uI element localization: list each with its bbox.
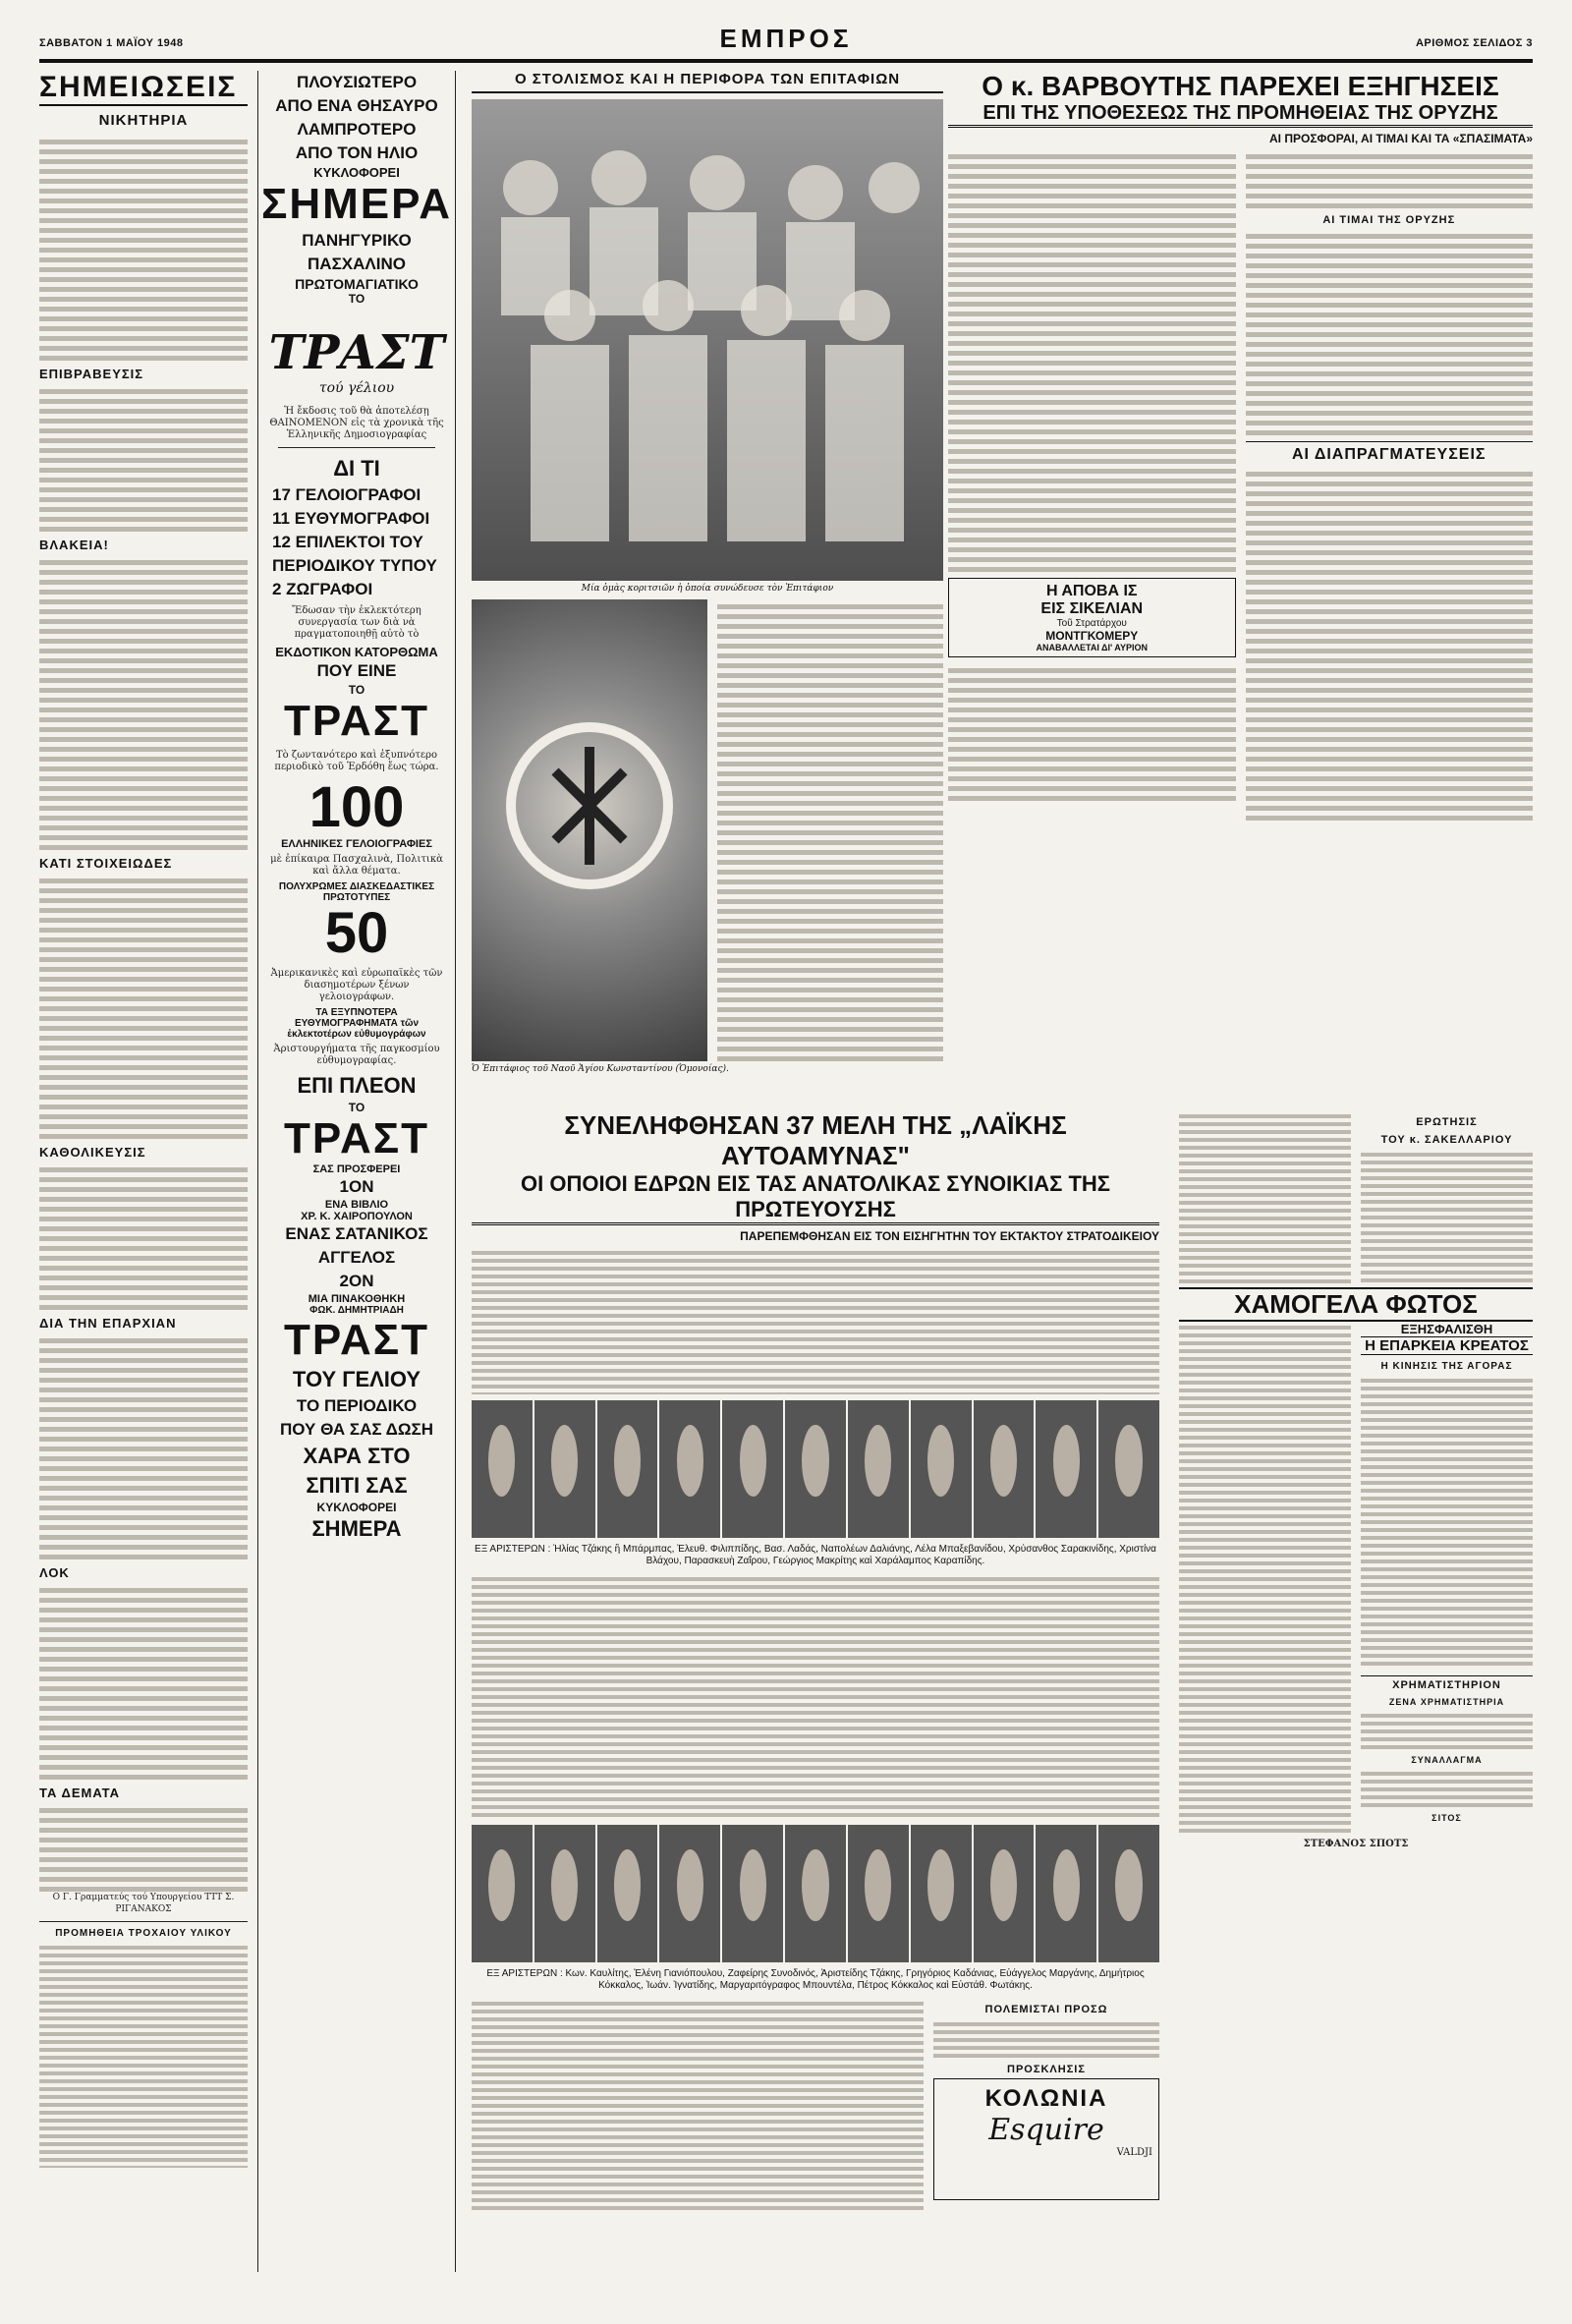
epitaphios-photo-feature: [472, 71, 943, 1112]
newspaper-page: [39, 20, 1533, 2270]
section-heading: ΠΟΛΕΜΙΣΤΑΙ ΠΡΟΣΩ: [984, 2004, 1108, 2015]
ad-line: ΣΗΜΕΡΑ: [260, 180, 453, 228]
ad-line: ΣΗΜΕΡΑ: [311, 1516, 402, 1541]
body-text: [472, 1998, 924, 2214]
ad-line: ΠΑΣΧΑΛΙΝΟ: [308, 255, 406, 273]
body-text: [472, 1573, 1159, 1819]
photo-caption: Ὁ Ἐπιτάφιος τοῦ Ναοῦ Ἁγίου Κωνσταντίνου (Ὁμονοίας).: [472, 1064, 729, 1074]
section-heading: ΧΡΗΜΑΤΙΣΤΗΡΙΟΝ: [1361, 1675, 1533, 1691]
section-heading: ΤΑ ΔΕΜΑΤΑ: [39, 1786, 121, 1800]
body-text: [1179, 1110, 1351, 1287]
headline: Η ΕΠΑΡΚΕΙΑ ΚΡΕΑΤΟΣ: [1361, 1337, 1533, 1355]
section-heading: ΚΑΤΙ ΣΤΟΙΧΕΙΩΔΕΣ: [39, 856, 173, 871]
ad-line: ΠΟΥ ΘΑ ΣΑΣ ΔΩΣΗ: [280, 1420, 433, 1439]
ad-line: ΤΟ ΠΕΡΙΟΔΙΚΟ: [296, 1396, 418, 1415]
section-heading: ΕΡΩΤΗΣΙΣ: [1416, 1116, 1478, 1128]
section-heading: ΑΙ ΔΙΑΠΡΑΓΜΑΤΕΥΣΕΙΣ: [1246, 441, 1534, 464]
section-heading: ΔΙΑ ΤΗΝ ΕΠΑΡΧΙΑΝ: [39, 1316, 177, 1331]
section-heading: ΖΕΝΑ ΧΡΗΜΑΤΙΣΤΗΡΙΑ: [1388, 1697, 1505, 1707]
ad-line: ΕΝΑΣ ΣΑΤΑΝΙΚΟΣ ΑΓΓΕΛΟΣ: [285, 1224, 428, 1267]
ad-line: ΠΛΟΥΣΙΩΤΕΡΟ: [296, 73, 418, 91]
ad-number: 50: [324, 901, 389, 965]
notes-title: ΣΗΜΕΙΩΣΕΙΣ: [39, 71, 248, 106]
section-heading: ΤΟΥ κ. ΣΑΚΕΛΛΑΡΙΟΥ: [1380, 1134, 1513, 1146]
ad-line: ΔΙ ΤΙ: [333, 456, 380, 481]
photo-caption: ΕΞ ΑΡΙΣΤΕΡΩΝ : Ἡλίας Τζάκης ἢ Μπάρμπας, Ἐλευθ. Φιλιππίδης, Βασ. Λαδάς, Ναπολέων Δαλιάνης, Λέλα Μπαξεβανίδου, Χρύσανθος Σαρακινίδης, Χριστίνα Βλάχου, Παρασκευὴ Ζαΐρου, Γεώργιος Μακρίτης καὶ Χαράλαμπος Καραπίδης.: [475, 1544, 1156, 1566]
arrested-photos-row-2: [472, 1825, 1159, 1962]
signature: Ο Γ. Γραμματεύς τού Υπουργείου ΤΤΤ Σ. ΡΙΓΑΝΑΚΟΣ: [52, 1893, 235, 1914]
body-text: [472, 1247, 1159, 1394]
ad-line: ΠΟΥ ΕΙΝΕ: [316, 661, 397, 680]
ad-line: ΕΚΔΟΤΙΚΟΝ ΚΑΤΟΡΘΩΜΑ: [275, 645, 438, 659]
ad-line: ΤΡΑΣΤ: [283, 1114, 429, 1162]
ad-line: 17 ΓΕΛΟΙΟΓΡΑΦΟΙ: [272, 485, 421, 504]
section-heading: Η ΚΙΝΗΣΙΣ ΤΗΣ ΑΓΟΡΑΣ: [1380, 1361, 1513, 1372]
ad-line: ΠΡΩΤΟΜΑΓΙΑΤΙΚΟ: [295, 276, 419, 292]
body-text: [1179, 1322, 1351, 1833]
section-heading: ΑΙ ΤΙΜΑΙ ΤΗΣ ΟΡΥΖΗΣ: [1322, 214, 1456, 226]
ad-line: ΠΟΛΥΧΡΩΜΕΣ ΔΙΑΣΚΕΔΑΣΤΙΚΕΣ ΠΡΩΤΟΤΥΠΕΣ: [278, 881, 435, 903]
feature-title: Ο ΣΤΟΛΙΣΜΟΣ ΚΑΙ Η ΠΕΡΙΦΟΡΑ ΤΩΝ ΕΠΙΤΑΦΙΩΝ: [472, 71, 943, 93]
ad-line: ΤΟ: [348, 292, 365, 306]
ad-line: ΕΝΑ ΒΙΒΛΙΟ: [324, 1199, 389, 1211]
body-text: [1246, 149, 1534, 208]
body-text: [1361, 1149, 1533, 1286]
montgomery-notice-box: Η ΑΠΟΒΑ ΙΣ ΕΙΣ ΣΙΚΕΛΙΑΝ Τοῦ Στρατάρχου ΜΟΝΤΓΚΟΜΕΡΥ ΑΝΑΒΑΛΛΕΤΑΙ ΔΙ' ΑΥΡΙΟΝ: [948, 578, 1236, 657]
trast-logo: [268, 312, 445, 400]
subheadline: ΠΑΡΕΠΕΜΦΘΗΣΑΝ ΕΙΣ ΤΟΝ ΕΙΣΗΓΗΤΗΝ ΤΟΥ ΕΚΤΑΚΤΟΥ ΣΤΡΑΤΟΔΙΚΕΙΟΥ: [740, 1229, 1159, 1243]
body-text: [933, 2018, 1159, 2058]
ad-line: 2 ΖΩΓΡΑΦΟΙ: [272, 580, 373, 598]
ad-text: Τὸ ζωντανότερο καὶ ἐξυπνότερο περιοδικὸ τοῦ Ἐρδόθη ἔως τώρα.: [274, 750, 439, 772]
ad-line: ΠΑΝΗΓΥΡΙΚΟ: [302, 231, 412, 250]
body-text: [39, 874, 248, 1139]
girls-group-photo: [472, 99, 943, 581]
headline: ΧΑΜΟΓΕΛΑ ΦΩΤΟΣ: [1179, 1287, 1533, 1322]
ad-line: ΣΑΣ ΠΡΟΣΦΕΡΕΙ: [312, 1163, 401, 1175]
body-text: [1361, 1375, 1533, 1670]
body-text: [1246, 229, 1534, 435]
headline: ΕΠΙ ΤΗΣ ΥΠΟΘΕΣΕΩΣ ΤΗΣ ΠΡΟΜΗΘΕΙΑΣ ΤΗΣ ΟΡΥΖΗΣ: [948, 102, 1533, 128]
ad-line: ΜΙΑ ΠΙΝΑΚΟΘΗΚΗ: [308, 1293, 406, 1305]
epitaphios-photo: [472, 599, 707, 1061]
body-text: [39, 384, 248, 532]
trast-logo-text: ΤΡΑΣΤ: [268, 325, 445, 380]
ad-text: μὲ ἐπίκαιρα Πασχαλινὰ, Πολιτικὰ καὶ ἄλλα θέματα.: [270, 854, 443, 877]
body-text: [39, 1942, 248, 2168]
ad-line: ΤΡΑΣΤ: [283, 1316, 429, 1364]
body-text: [39, 1333, 248, 1559]
ad-text: Ἔδωσαν τὴν ἐκλεκτότερη συνεργασία των διὰ νὰ πραγματοποιηθῇ αὐτὸ τὸ: [292, 605, 421, 640]
ad-line: 11 ΕΥΘΥΜΟΓΡΑΦΟΙ: [272, 509, 430, 528]
trast-advertisement: [257, 71, 456, 2272]
ad-line: ΛΑΜΠΡΟΤΕΡΟ: [297, 120, 417, 139]
ad-line: ΧΡ. Κ. ΧΑΙΡΟΠΟΥΛΟΝ: [301, 1211, 413, 1222]
masthead-date: ΣΑΒΒΑΤΟΝ 1 ΜΑΪΟΥ 1948: [39, 37, 184, 49]
body-text: [1361, 1710, 1533, 1749]
notes-kicker: ΝΙΚΗΤΗΡΙΑ: [98, 112, 189, 129]
ad-line: ΑΠΟ ΤΟΝ ΗΛΙΟ: [295, 143, 419, 162]
arrests-story: [472, 1110, 1533, 2270]
ad-line: ΤΑ ΕΞΥΠΝΟΤΕΡΑ ΕΥΘΥΜΟΓΡΑΦΗΜΑΤΑ τῶν ἐκλεκτοτέρων εὐθυμογράφων: [287, 1007, 426, 1040]
section-heading: ΛΟΚ: [39, 1565, 70, 1580]
body-text: [948, 149, 1236, 572]
ad-line: ΦΩΚ. ΔΗΜΗΤΡΙΑΔΗ: [309, 1305, 404, 1316]
section-heading: ΠΡΟΜΗΘΕΙΑ ΤΡΟΧΑΙΟΥ ΥΛΙΚΟΥ: [55, 1928, 232, 1939]
ad-line: ΤΟ: [348, 1101, 365, 1114]
cologne-advertisement: ΚΟΛΩΝΙΑ Esquire VALDJI: [933, 2078, 1159, 2200]
masthead-page-number: ΑΡΙΘΜΟΣ ΣΕΛΙΔΟΣ 3: [1415, 37, 1533, 49]
subheadline: ΑΙ ΠΡΟΣΦΟΡΑΙ, ΑΙ ΤΙΜΑΙ ΚΑΙ ΤΑ «ΣΠΑΣΙΜΑΤΑ»: [1268, 132, 1533, 145]
body-text: [1246, 467, 1534, 821]
body-text: [39, 1803, 248, 1892]
ad-line: ΑΠΟ ΕΝΑ ΘΗΣΑΥΡΟ: [275, 96, 438, 115]
section-heading: ΚΑΘΟΛΙΚΕΥΣΙΣ: [39, 1145, 146, 1160]
body-text: [1361, 1768, 1533, 1807]
ad-line: ΧΑΡΑ ΣΤΟ: [303, 1444, 411, 1468]
ad-line: 2ΟΝ: [339, 1272, 374, 1290]
section-heading: ΣΥΝΑΛΛΑΓΜΑ: [1411, 1755, 1483, 1765]
ad-line: 1ΟΝ: [339, 1177, 374, 1196]
headline: ΟΙ ΟΠΟΙΟΙ ΕΔΡΩΝ ΕΙΣ ΤΑΣ ΑΝΑΤΟΛΙΚΑΣ ΣΥΝΟΙΚΙΑΣ ΤΗΣ ΠΡΩΤΕΥΟΥΣΗΣ: [472, 1171, 1159, 1225]
body-text: [717, 599, 943, 1061]
section-heading: ΣΙΤΟΣ: [1432, 1813, 1462, 1823]
masthead: [39, 20, 1533, 63]
trast-logo-sub: τού γέλιου: [318, 380, 395, 396]
body-text: [39, 1583, 248, 1780]
body-text: [948, 663, 1236, 801]
ad-text: Ἡ ἔκδοσις τοῦ θὰ ἀποτελέσῃ ΘΑΙΝΟΜΕΝΟΝ εἰς τὰ χρονικὰ τῆς Ἑλληνικῆς Δημοσιογραφίας: [269, 406, 444, 440]
body-text: [39, 555, 248, 850]
photo-caption: ΕΞ ΑΡΙΣΤΕΡΩΝ : Κων. Καυλίτης, Ἑλένη Γιανιόπουλου, Ζαφείρης Συνοδινός, Ἀριστείδης Τζάκης, Γρηγόριος Καδάνιας, Εὐάγγελος Μαργάνης, Δημήτριος Κόκκαλος, Ἰωάν. Ἰγνατίδης, Μαργαριτόγραφος Μπουντέλα, Πέτρος Κόκκαλος καὶ Εὐστάθ. Φωτάκης.: [486, 1968, 1145, 1991]
notes-column: [39, 71, 248, 2272]
ad-line: ΤΟΥ ΓΕΛΙΟΥ: [292, 1367, 421, 1391]
section-heading: ΕΠΙΒΡΑΒΕΥΣΙΣ: [39, 367, 144, 381]
ad-line: ΕΛΛΗΝΙΚΕΣ ΓΕΛΟΙΟΓΡΑΦΙΕΣ: [281, 838, 432, 850]
body-text: [39, 135, 248, 361]
ad-line: ΠΕΡΙΟΔΙΚΟΥ ΤΥΠΟΥ: [272, 556, 437, 575]
ad-line: 12 ΕΠΙΛΕΚΤΟΙ ΤΟΥ: [272, 533, 423, 551]
ad-line: ΚΥΚΛΟΦΟΡΕΙ: [316, 1501, 397, 1514]
section-heading: ΠΡΟΣΚΛΗΣΙΣ: [1007, 2064, 1086, 2075]
ad-number: 100: [309, 775, 405, 839]
headline: Ο κ. ΒΑΡΒΟΥΤΗΣ ΠΑΡΕΧΕΙ ΕΞΗΓΗΣΕΙΣ: [982, 71, 1499, 101]
body-text: [39, 1162, 248, 1310]
photo-caption: Μία ὁμὰς κοριτσιῶν ἡ ὁποία συνώδευσε τὸν Ἐπιτάφιον: [581, 584, 834, 594]
ad-text: Ἀμερικανικὲς καὶ εὐρωπαϊκὲς τῶν διασημοτέρων ξένων γελοιογράφων.: [270, 968, 443, 1002]
masthead-title: ΕΜΠΡΟΣ: [719, 24, 853, 53]
ad-text: Ἀριστουργήματα τῆς παγκοσμίου εὐθυμογραφίας.: [273, 1044, 440, 1066]
ad-line: ΣΠΙΤΙ ΣΑΣ: [306, 1473, 408, 1498]
ad-line: ΚΥΚΛΟΦΟΡΕΙ: [313, 165, 400, 180]
headline: ΣΥΝΕΛΗΦΘΗΣΑΝ 37 ΜΕΛΗ ΤΗΣ „ΛΑΪΚΗΣ ΑΥΤΟΑΜΥΝΑΣ": [564, 1110, 1067, 1170]
headline: ΕΞΗΣΦΑΛΙΣΘΗ: [1361, 1322, 1533, 1337]
ad-line: ΕΠΙ ΠΛΕΟΝ: [297, 1073, 417, 1098]
arrested-photos-row-1: [472, 1400, 1159, 1538]
ad-line: ΤΡΑΣΤ: [283, 697, 429, 745]
signature: ΣΤΕΦΑΝΟΣ ΣΠΟΤΣ: [1303, 1839, 1409, 1849]
section-heading: ΒΛΑΚΕΙΑ!: [39, 538, 109, 552]
ad-line: ΤΟ: [348, 683, 365, 697]
